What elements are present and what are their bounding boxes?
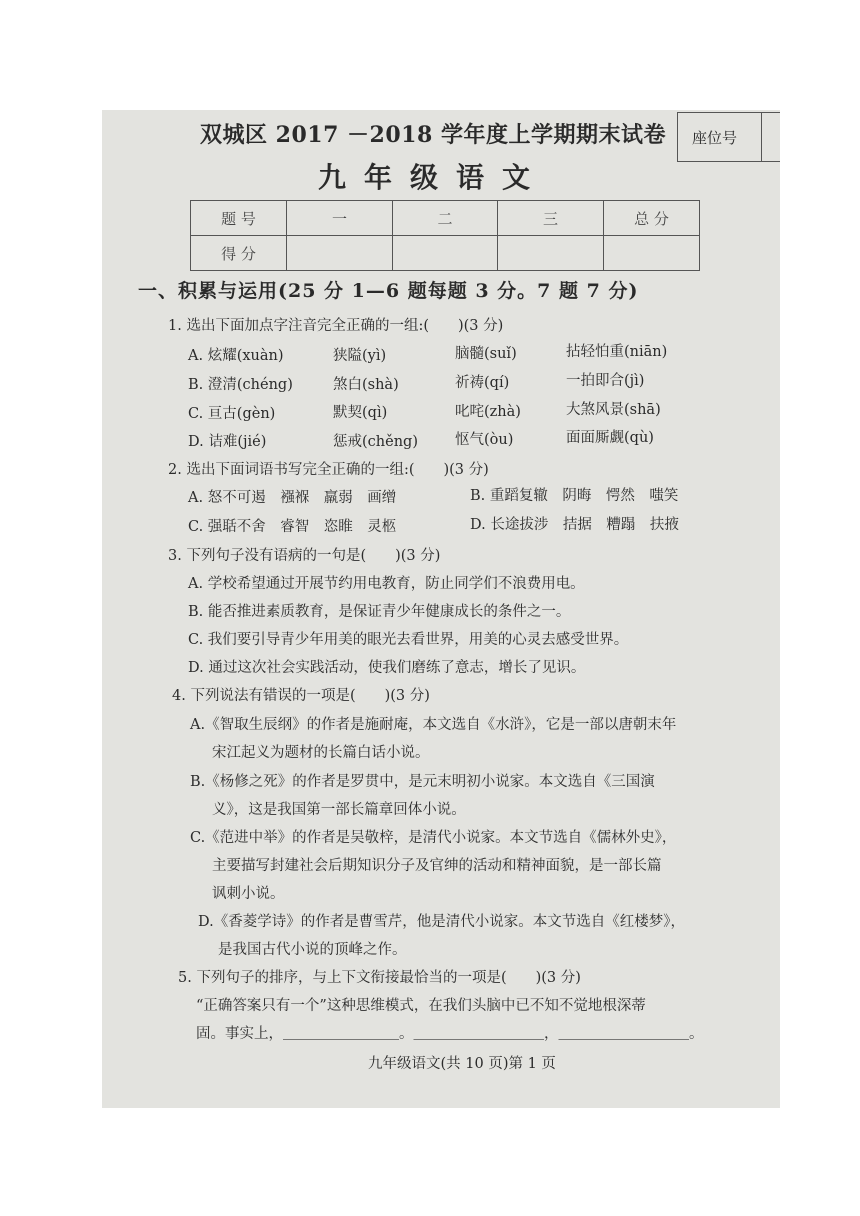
option-cell: B. 重蹈复辙 阴晦 愕然 嗤笑	[470, 488, 679, 504]
score-table-cell: 二	[393, 201, 498, 236]
option-cell: 怄气(òu)	[455, 432, 514, 448]
option-cell: C. 强聒不舍 睿智 恣睢 灵柩	[188, 519, 397, 535]
score-table-cell: 得 分	[191, 236, 287, 271]
option-line: D. 通过这次社会实践活动，使我们磨练了意志，增长了见识。	[188, 660, 586, 676]
score-table-cell	[393, 236, 498, 271]
score-table-score-row	[191, 236, 700, 271]
score-table-cell: 总 分	[604, 201, 700, 236]
option-line: C.《范进中举》的作者是吴敬梓，是清代小说家。本文节选自《儒林外史》，	[190, 830, 677, 846]
seat-number-box	[677, 112, 761, 162]
score-table-header-row	[191, 201, 700, 236]
seat-number-label: 座位号	[692, 128, 738, 147]
exam-title: 双城区 2017 －2018 学年度上学期期末试卷	[200, 122, 666, 148]
option-cell: D. 诘难(jié)	[188, 434, 267, 450]
score-table	[190, 200, 700, 271]
question-2-stem: 2. 选出下面词语书写完全正确的一组:( )(3 分)	[168, 462, 489, 478]
option-cell: 惩戒(chěng)	[333, 434, 418, 450]
score-table-cell	[604, 236, 700, 271]
option-cell: C. 亘古(gèn)	[188, 406, 276, 422]
option-line: 主要描写封建社会后期知识分子及官绅的活动和精神面貌，是一部长篇	[212, 858, 662, 874]
option-line: B.《杨修之死》的作者是罗贯中，是元末明初小说家。本文选自《三国演	[190, 774, 655, 790]
option-line: A. 学校希望通过开展节约用电教育，防止同学们不浪费用电。	[188, 576, 585, 592]
score-table-cell	[287, 236, 393, 271]
option-line: 义》，这是我国第一部长篇章回体小说。	[212, 802, 466, 818]
option-cell: 脑髓(suǐ)	[455, 346, 517, 362]
option-cell: 面面厮觑(qù)	[566, 430, 654, 446]
option-cell: 大煞风景(shā)	[566, 402, 661, 418]
score-table-cell: 三	[498, 201, 604, 236]
score-table-cell: 题 号	[191, 201, 287, 236]
option-cell: 煞白(shà)	[333, 377, 399, 393]
question-1-stem: 1. 选出下面加点字注音完全正确的一组:( )(3 分)	[168, 318, 504, 334]
option-cell: 叱咤(zhà)	[455, 404, 521, 420]
exam-subtitle: 九年级语文	[318, 161, 549, 194]
option-cell: D. 长途拔涉 拮据 糟蹋 扶掖	[470, 517, 679, 533]
option-cell: A. 怒不可遏 襁褓 羸弱 画缯	[188, 490, 397, 506]
option-cell: 拈轻怕重(niān)	[566, 344, 668, 360]
option-line: 讽刺小说。	[212, 886, 285, 902]
option-cell: 狭隘(yì)	[333, 348, 387, 364]
section-1-heading: 一、积累与运用(25 分 1—6 题每题 3 分。7 题 7 分)	[138, 280, 639, 302]
question-5-text: “正确答案只有一个”这种思维模式，在我们头脑中已不知不觉地根深蒂	[196, 998, 646, 1014]
seat-number-field	[761, 112, 780, 162]
option-line: B. 能否推进素质教育，是保证青少年健康成长的条件之一。	[188, 604, 571, 620]
question-5-stem: 5. 下列句子的排序，与上下文衔接最恰当的一项是( )(3 分)	[178, 970, 581, 986]
option-line: C. 我们要引导青少年用美的眼光去看世界，用美的心灵去感受世界。	[188, 632, 629, 648]
score-table-cell	[498, 236, 604, 271]
option-line: A.《智取生辰纲》的作者是施耐庵，本文选自《水浒》，它是一部以唐朝末年	[190, 717, 677, 733]
option-cell: B. 澄清(chéng)	[188, 377, 293, 393]
score-table-cell: 一	[287, 201, 393, 236]
option-cell: 一拍即合(jì)	[566, 373, 645, 389]
question-3-stem: 3. 下列句子没有语病的一句是( )(3 分)	[168, 548, 441, 564]
question-5-text: 固。事实上，＿＿＿＿＿＿＿＿。＿＿＿＿＿＿＿＿＿，＿＿＿＿＿＿＿＿＿。	[196, 1026, 704, 1042]
option-cell: 默契(qì)	[333, 405, 388, 421]
option-line: 是我国古代小说的顶峰之作。	[218, 942, 407, 958]
question-4-stem: 4. 下列说法有错误的一项是( )(3 分)	[172, 688, 430, 704]
option-cell: A. 炫耀(xuàn)	[188, 348, 284, 364]
option-line: 宋江起义为题材的长篇白话小说。	[212, 745, 430, 761]
page-footer: 九年级语文(共 10 页)第 1 页	[368, 1056, 556, 1072]
option-cell: 祈祷(qí)	[455, 375, 510, 391]
option-line: D.《香菱学诗》的作者是曹雪芹，他是清代小说家。本文节选自《红楼梦》，	[198, 914, 685, 930]
